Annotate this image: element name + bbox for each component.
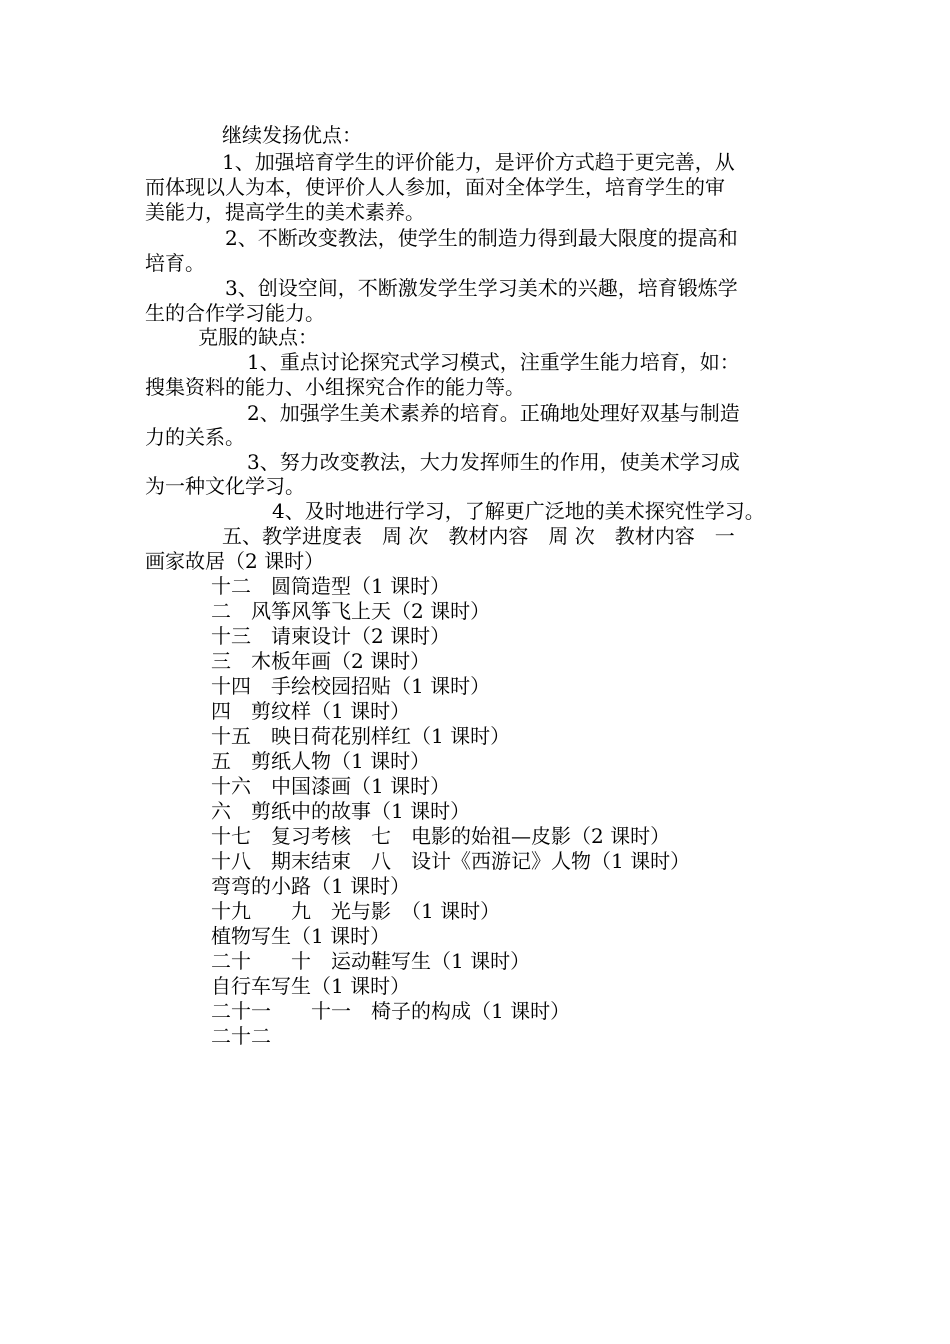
schedule-row: 二十一 十一 椅子的构成（1 课时） bbox=[211, 999, 571, 1023]
schedule-row: 二 风筝风筝飞上天（2 课时） bbox=[211, 599, 491, 623]
paragraph-line: 1、加强培育学生的评价能力，是评价方式趋于更完善，从 bbox=[222, 150, 735, 174]
paragraph-line: 培育。 bbox=[145, 251, 205, 275]
schedule-row: 三 木板年画（2 课时） bbox=[211, 649, 431, 673]
heading-strengths: 继续发扬优点： bbox=[222, 123, 362, 147]
schedule-row: 六 剪纸中的故事（1 课时） bbox=[211, 799, 471, 823]
schedule-row: 二十二 bbox=[211, 1024, 271, 1048]
schedule-row: 四 剪纹样（1 课时） bbox=[211, 699, 411, 723]
paragraph-line: 而体现以人为本，使评价人人参加，面对全体学生，培育学生的审 bbox=[145, 175, 725, 199]
paragraph-line: 3、创设空间，不断激发学生学习美术的兴趣，培育锻炼学 bbox=[225, 276, 738, 300]
schedule-row: 五 剪纸人物（1 课时） bbox=[211, 749, 431, 773]
schedule-row: 十五 映日荷花别样红（1 课时） bbox=[211, 724, 511, 748]
paragraph-line: 美能力，提高学生的美术素养。 bbox=[145, 200, 425, 224]
paragraph-line: 力的关系。 bbox=[145, 425, 245, 449]
paragraph-line: 3、努力改变教法，大力发挥师生的作用，使美术学习成 bbox=[247, 450, 740, 474]
schedule-row: 十七 复习考核 七 电影的始祖—皮影（2 课时） bbox=[211, 824, 671, 848]
schedule-row: 十六 中国漆画（1 课时） bbox=[211, 774, 451, 798]
paragraph-line: 生的合作学习能力。 bbox=[145, 301, 325, 325]
heading-weaknesses: 克服的缺点： bbox=[198, 325, 318, 349]
paragraph-line: 2、加强学生美术素养的培育。正确地处理好双基与制造 bbox=[247, 401, 740, 425]
paragraph-line: 为一种文化学习。 bbox=[145, 474, 305, 498]
paragraph-line: 搜集资料的能力、小组探究合作的能力等。 bbox=[145, 375, 525, 399]
schedule-row: 十四 手绘校园招贴（1 课时） bbox=[211, 674, 491, 698]
schedule-row: 弯弯的小路（1 课时） bbox=[211, 874, 411, 898]
schedule-row: 自行车写生（1 课时） bbox=[211, 974, 411, 998]
schedule-row: 十二 圆筒造型（1 课时） bbox=[211, 574, 451, 598]
schedule-row: 十三 请柬设计（2 课时） bbox=[211, 624, 451, 648]
schedule-row: 十九 九 光与影 （1 课时） bbox=[211, 899, 501, 923]
schedule-row: 二十 十 运动鞋写生（1 课时） bbox=[211, 949, 531, 973]
schedule-row: 画家故居（2 课时） bbox=[145, 549, 325, 573]
schedule-row: 植物写生（1 课时） bbox=[211, 924, 391, 948]
paragraph-line: 2、不断改变教法，使学生的制造力得到最大限度的提高和 bbox=[225, 226, 738, 250]
schedule-header: 五、教学进度表 周 次 教材内容 周 次 教材内容 一 bbox=[222, 524, 735, 548]
schedule-row: 十八 期末结束 八 设计《西游记》人物（1 课时） bbox=[211, 849, 691, 873]
paragraph-line: 1、重点讨论探究式学习模式，注重学生能力培育，如： bbox=[247, 350, 740, 374]
paragraph-line: 4、及时地进行学习，了解更广泛地的美术探究性学习。 bbox=[272, 499, 765, 523]
